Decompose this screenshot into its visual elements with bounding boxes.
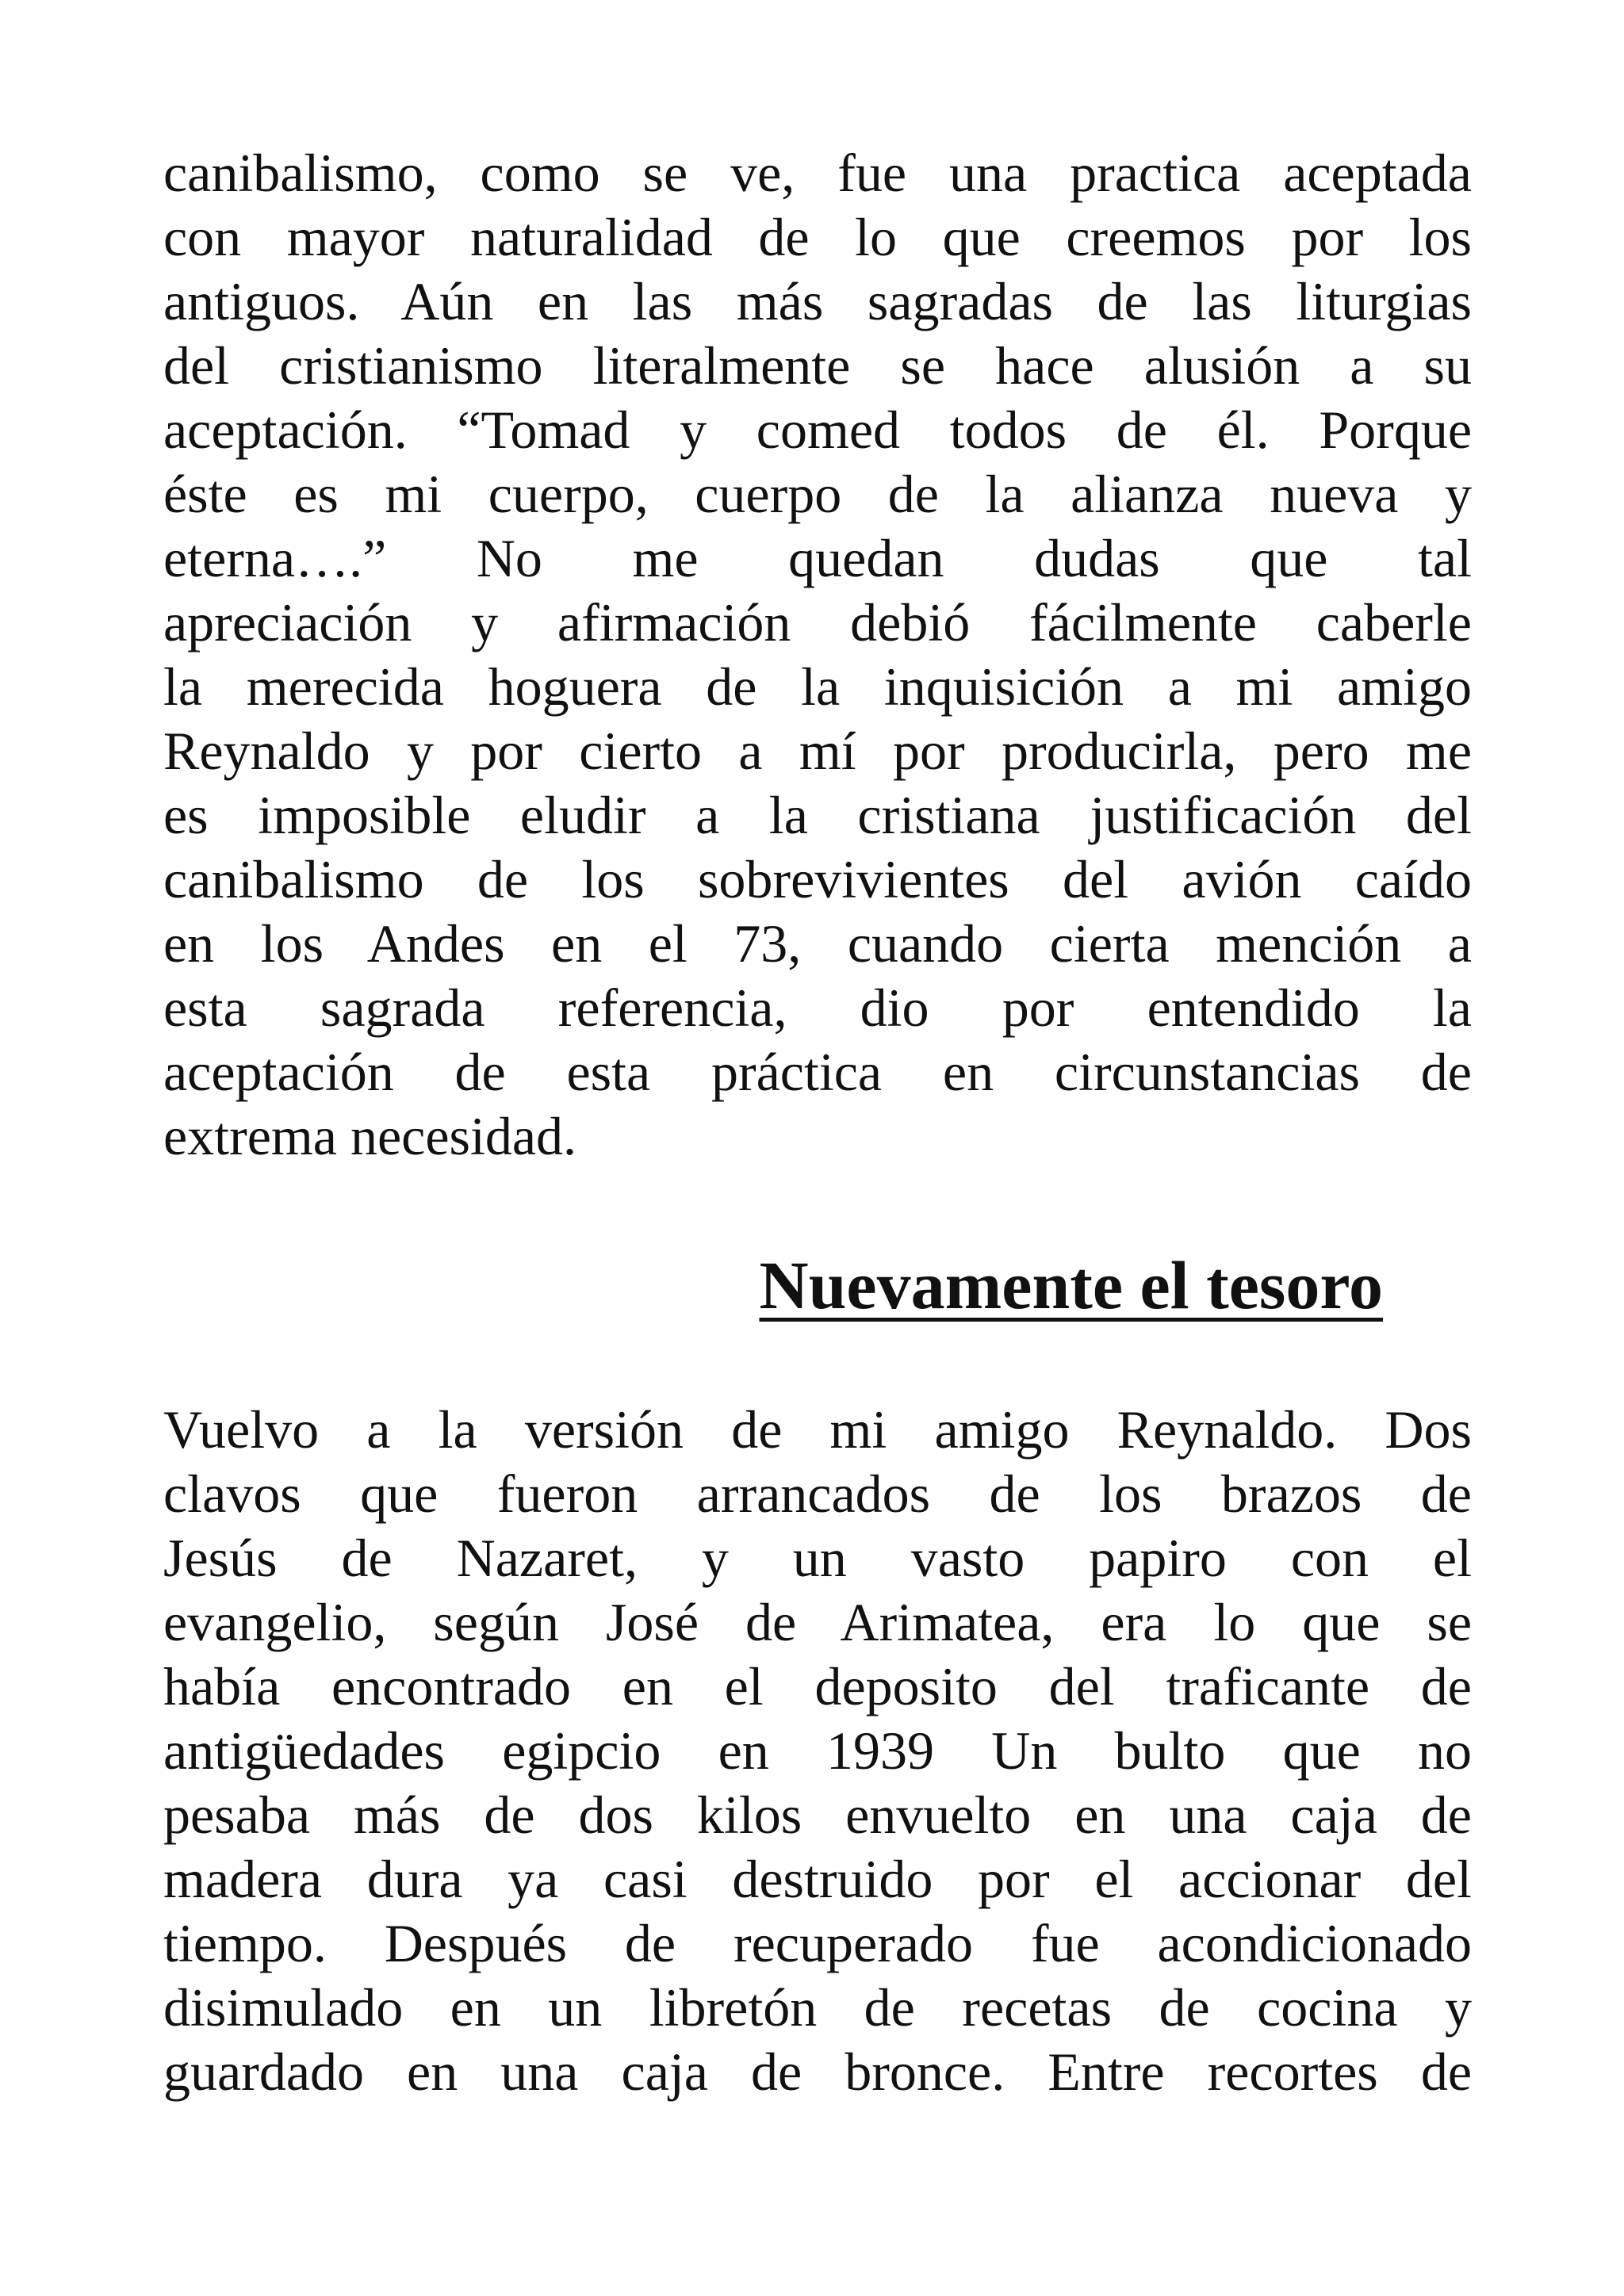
text-line: antiguos. Aún en las más sagradas de las liturgias: [163, 271, 1472, 331]
text-line: madera dura ya casi destruido por el accionar del: [163, 1849, 1472, 1909]
text-line: Reynaldo y por cierto a mí por producirla, pero me: [163, 721, 1472, 781]
text-line: tiempo. Después de recuperado fue acondicionado: [163, 1913, 1472, 1973]
text-line: esta sagrada referencia, dio por entendido la: [163, 978, 1472, 1038]
text-line: guardado en una caja de bronce. Entre recortes de: [163, 2042, 1472, 2102]
text-line: canibalismo de los sobrevivientes del avión caído: [163, 849, 1472, 909]
document-page: [163, 141, 1472, 2102]
text-line: con mayor naturalidad de lo que creemos por los: [163, 207, 1472, 267]
paragraph-treasure: [163, 1398, 1472, 2104]
text-line: aceptación. “Tomad y comed todos de él. Porque: [163, 400, 1472, 460]
text-line: evangelio, según José de Arimatea, era lo que se: [163, 1592, 1472, 1652]
text-line: es imposible eludir a la cristiana justificación del: [163, 785, 1472, 845]
text-line: canibalismo, como se ve, fue una practica aceptada: [163, 143, 1472, 203]
text-line: la merecida hoguera de la inquisición a mi amigo: [163, 656, 1472, 717]
text-line: éste es mi cuerpo, cuerpo de la alianza nueva y: [163, 464, 1472, 524]
text-line: apreciación y afirmación debió fácilmente caberle: [163, 592, 1472, 652]
text-line: en los Andes en el 73, cuando cierta mención a: [163, 913, 1472, 974]
text-line: Vuelvo a la versión de mi amigo Reynaldo. Dos: [163, 1399, 1472, 1460]
text-line: pesaba más de dos kilos envuelto en una caja de: [163, 1785, 1472, 1845]
section-heading: Nuevamente el tesoro: [759, 1247, 1383, 1323]
text-line: había encontrado en el deposito del traficante de: [163, 1656, 1472, 1716]
text-line: clavos que fueron arrancados de los brazos de: [163, 1464, 1472, 1524]
text-line: extrema necesidad.: [163, 1106, 577, 1166]
text-line: antigüedades egipcio en 1939 Un bulto que no: [163, 1720, 1472, 1781]
text-line: eterna….” No me quedan dudas que tal: [163, 528, 1472, 588]
text-line: aceptación de esta práctica en circunstancias de: [163, 1042, 1472, 1102]
text-line: Jesús de Nazaret, y un vasto papiro con el: [163, 1528, 1472, 1588]
text-line: disimulado en un libretón de recetas de cocina y: [163, 1977, 1472, 2038]
text-line: del cristianismo literalmente se hace alusión a su: [163, 335, 1472, 396]
paragraph-cannibalism: [163, 141, 1472, 1169]
